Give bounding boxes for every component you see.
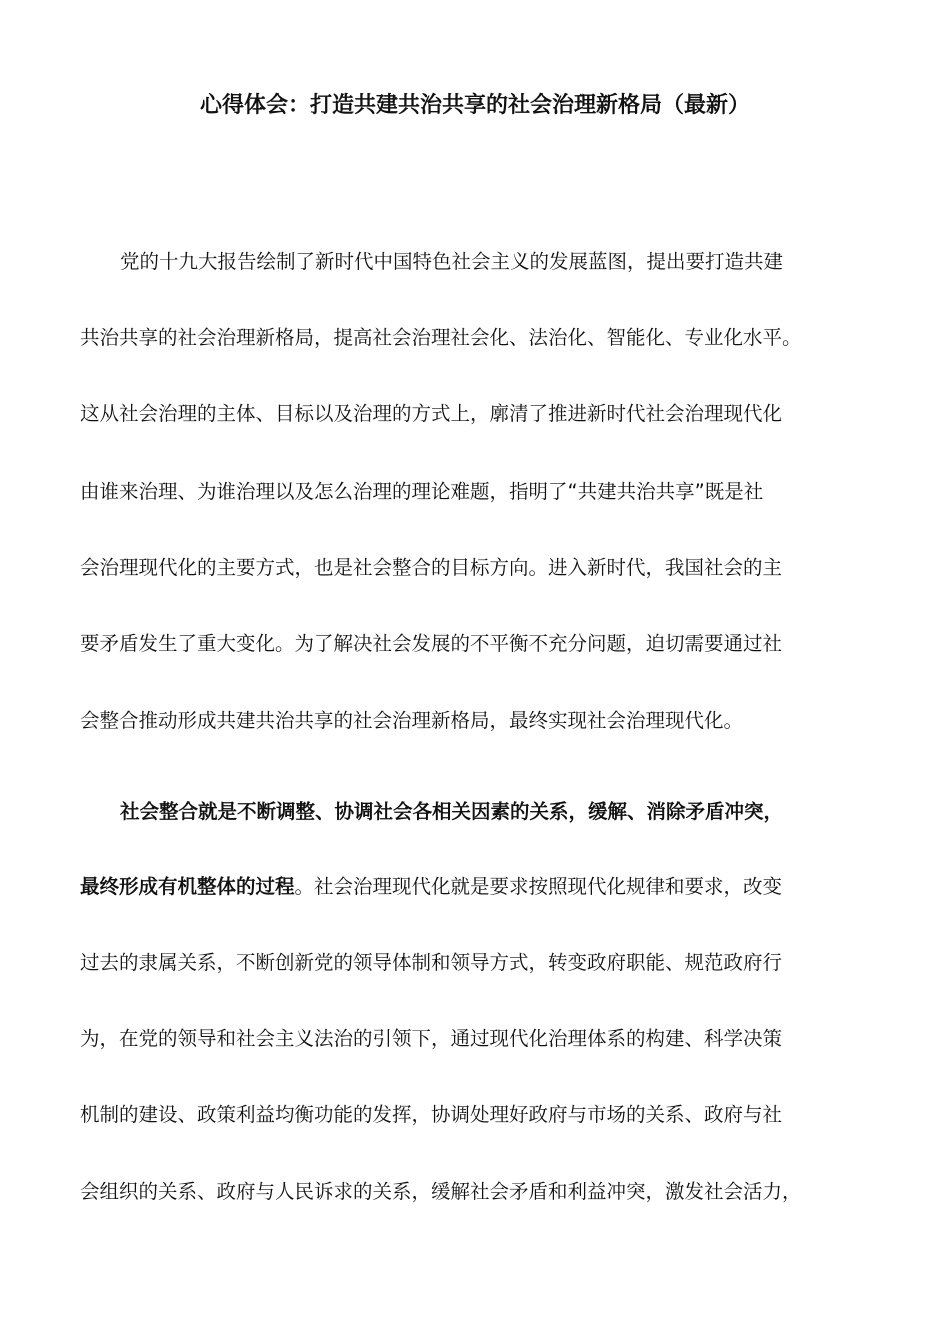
document-title: 心得体会：打造共建共治共享的社会治理新格局（最新）: [199, 93, 750, 118]
paragraph2-line-4: 为，在党的领导和社会主义法治的引领下，通过现代化治理体系的构建、科学决策: [80, 1027, 783, 1050]
paragraph1-line-3: 这从社会治理的主体、目标以及治理的方式上，廓清了推进新时代社会治理现代化: [80, 402, 783, 425]
paragraph2-line-2: [80, 872, 782, 902]
paragraph1-line-6: 要矛盾发生了重大变化。为了解决社会发展的不平衡不充分问题，迫切需要通过社: [80, 632, 783, 655]
paragraph2-line-5: 机制的建设、政策利益均衡功能的发挥，协调处理好政府与市场的关系、政府与社: [80, 1103, 783, 1126]
paragraph1-line-1: 党的十九大报告绘制了新时代中国特色社会主义的发展蓝图，提出要打造共建: [120, 250, 784, 273]
paragraph1-line-2: 共治共享的社会治理新格局，提高社会治理社会化、法治化、智能化、专业化水平。: [80, 326, 802, 349]
paragraph2-line-6: 会组织的关系、政府与人民诉求的关系，缓解社会矛盾和利益冲突，激发社会活力，: [80, 1180, 802, 1203]
paragraph1-line-7: 会整合推动形成共建共治共享的社会治理新格局，最终实现社会治理现代化。: [80, 709, 744, 732]
paragraph2-line-1: [120, 797, 783, 827]
paragraph2-line-3: 过去的隶属关系，不断创新党的领导体制和领导方式，转变政府职能、规范政府行: [80, 951, 783, 974]
paragraph1-line-4: 由谁来治理、为谁治理以及怎么治理的理论难题，指明了“共建共治共享”既是社: [80, 480, 764, 503]
paragraph1-line-5: 会治理现代化的主要方式，也是社会整合的目标方向。进入新时代，我国社会的主: [80, 556, 783, 579]
paragraph2-bold-end: 最终形成有机整体的过程: [80, 875, 295, 898]
paragraph2-line-2-text: 。社会治理现代化就是要求按照现代化规律和要求，改变: [294, 875, 783, 898]
paragraph2-bold-lead: 社会整合就是不断调整、协调社会各相关因素的关系，缓解、消除矛盾冲突，: [120, 800, 784, 823]
